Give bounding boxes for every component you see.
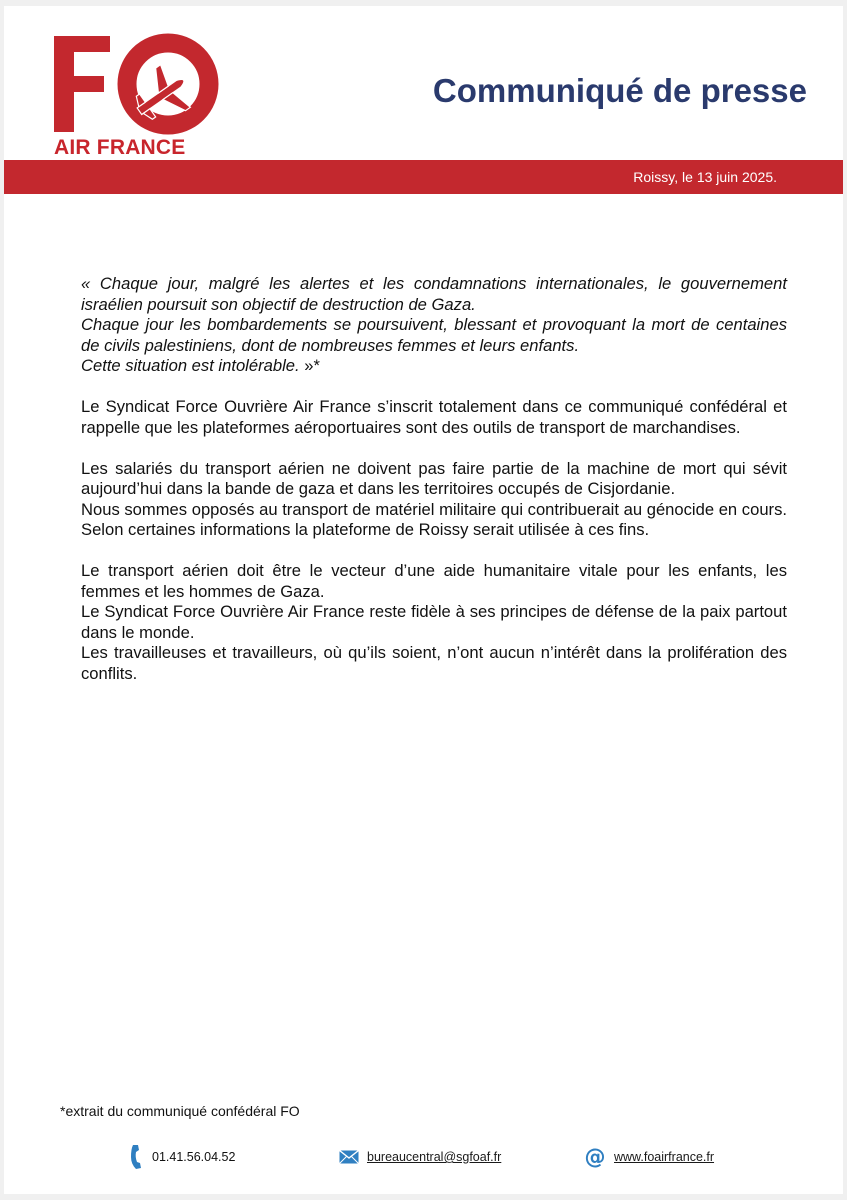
- fo-logo-mark: [52, 32, 220, 136]
- quote-line: [81, 356, 787, 377]
- email-link[interactable]: bureaucentral@sgfoaf.fr: [367, 1150, 502, 1164]
- paragraph-1: [81, 397, 787, 438]
- paragraph-line: Le Syndicat Force Ouvrière Air France s’inscrit totalement dans ce communiqué confédéral et rappelle que les plateformes aéroportuaires sont des outils de transport de marchandises.: [81, 397, 787, 437]
- quote-closing: »*: [299, 356, 320, 375]
- contact-phone: [130, 1144, 235, 1170]
- header-band: [4, 160, 843, 194]
- quote-line: Chaque jour les bombardements se poursuivent, blessant et provoquant la mort de centaines de civils palestiniens, dont de nombreuses femmes et leurs enfants.: [81, 315, 787, 355]
- press-release-body: [81, 274, 787, 705]
- svg-text:@: @: [584, 1146, 606, 1168]
- paragraph-line: Nous sommes opposés au transport de matériel militaire qui contribuerait au génocide en cours. Selon certaines informations la plateforme de Roissy serait utilisée à ces fins.: [81, 499, 787, 539]
- paragraph-line: Les travailleuses et travailleurs, où qu’ils soient, n’ont aucun n’intérêt dans la prolifération des conflits.: [81, 643, 787, 683]
- phone-icon: [130, 1144, 144, 1170]
- contact-email[interactable]: [339, 1144, 501, 1170]
- paragraph-2: [81, 459, 787, 541]
- date-line: Roissy, le 13 juin 2025.: [633, 169, 777, 185]
- quote-line-italic: Cette situation est intolérable.: [81, 356, 300, 375]
- fo-air-france-logo: [52, 32, 220, 162]
- paragraph-line: Le transport aérien doit être le vecteur d’une aide humanitaire vitale pour les enfants, les femmes et les hommes de Gaza.: [81, 561, 787, 601]
- page-title: Communiqué de presse: [432, 72, 807, 109]
- paragraph-3: [81, 561, 787, 684]
- quote-paragraph: [81, 274, 787, 377]
- paragraph-line: Les salariés du transport aérien ne doivent pas faire partie de la machine de mort qui sévit aujourd’hui dans la bande de gaza et dans les territoires occupés de Cisjordanie.: [81, 458, 787, 498]
- quote-line: « Chaque jour, malgré les alertes et les condamnations internationales, le gouvernement israélien poursuit son objectif de destruction de Gaza.: [81, 274, 787, 314]
- press-release-page: [4, 6, 843, 1194]
- website-link[interactable]: www.foairfrance.fr: [614, 1150, 715, 1164]
- at-sign-icon: [584, 1146, 606, 1168]
- footnote: *extrait du communiqué confédéral FO: [60, 1103, 300, 1119]
- paragraph-line: Le Syndicat Force Ouvrière Air France reste fidèle à ses principes de défense de la paix partout dans le monde.: [81, 602, 787, 642]
- logo-air-france-text: AIR FRANCE: [54, 136, 186, 159]
- envelope-icon: [339, 1150, 359, 1164]
- phone-number: 01.41.56.04.52: [152, 1150, 236, 1164]
- contact-website[interactable]: [584, 1144, 714, 1170]
